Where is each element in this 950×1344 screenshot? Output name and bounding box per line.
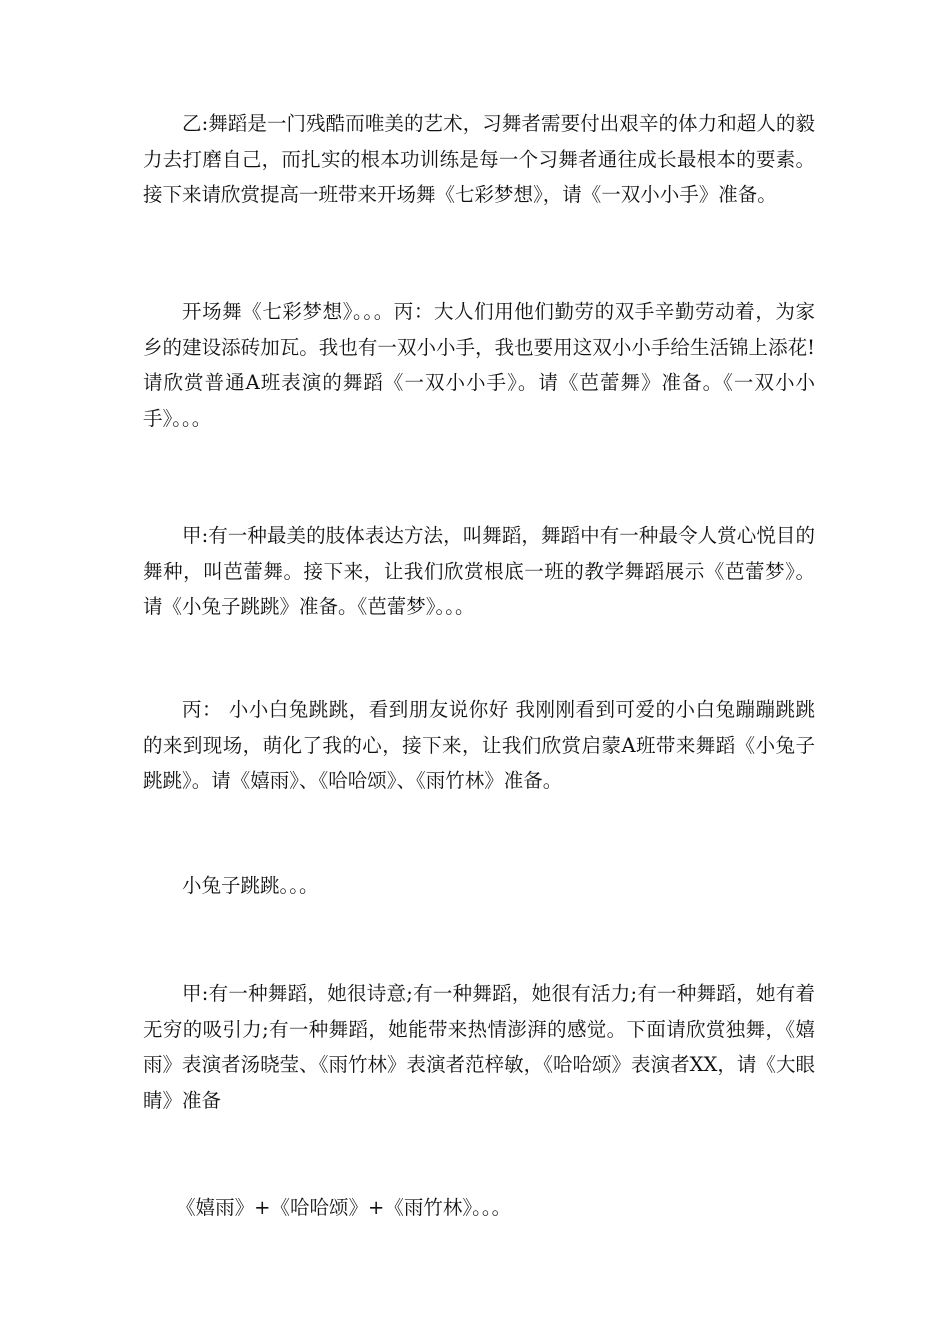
paragraph-7: 《嬉雨》+《哈哈颂》+《雨竹林》。。。 [176,1196,512,1219]
paragraph-1: 乙:舞蹈是一门残酷而唯美的艺术，习舞者需要付出艰辛的体力和超人的毅力去打磨自己，而扎实的根本功训练是每一个习舞者通往成长最根本的要素。接下来请欣赏提高一班带来开场舞《七彩梦想》，请《一双小小手》准备。 [143,112,815,206]
paragraph-3: 甲:有一种最美的肢体表达方法，叫舞蹈，舞蹈中有一种最令人赏心悦目的舞种，叫芭蕾舞。接下来，让我们欣赏根底一班的教学舞蹈展示《芭蕾梦》。请《小兔子跳跳》准备。《芭蕾梦》。。。 [143,524,815,618]
paragraph-6: 甲:有一种舞蹈，她很诗意;有一种舞蹈，她很有活力;有一种舞蹈，她有着无穷的吸引力;有一种舞蹈，她能带来热情澎湃的感觉。下面请欣赏独舞，《嬉雨》表演者汤晓莹、《雨竹林》表演者范梓敏，《哈哈颂》表演者XX，请《大眼睛》准备 [143,982,815,1112]
paragraph-2: 开场舞《七彩梦想》。。。丙：大人们用他们勤劳的双手辛勤劳动着，为家乡的建设添砖加瓦。我也有一双小小手，我也要用这双小小手给生活锦上添花!请欣赏普通A班表演的舞蹈《一双小小手》。请《芭蕾舞》准备。《一双小小手》。。。 [143,300,815,430]
paragraph-4: 丙： 小小白兔跳跳，看到朋友说你好 我刚刚看到可爱的小白兔蹦蹦跳跳的来到现场，萌化了我的心，接下来，让我们欣赏启蒙A班带来舞蹈《小兔子跳跳》。请《嬉雨》、《哈哈颂》、《雨竹林》准备。 [143,698,815,792]
paragraph-5: 小兔子跳跳。。。 [182,874,319,897]
